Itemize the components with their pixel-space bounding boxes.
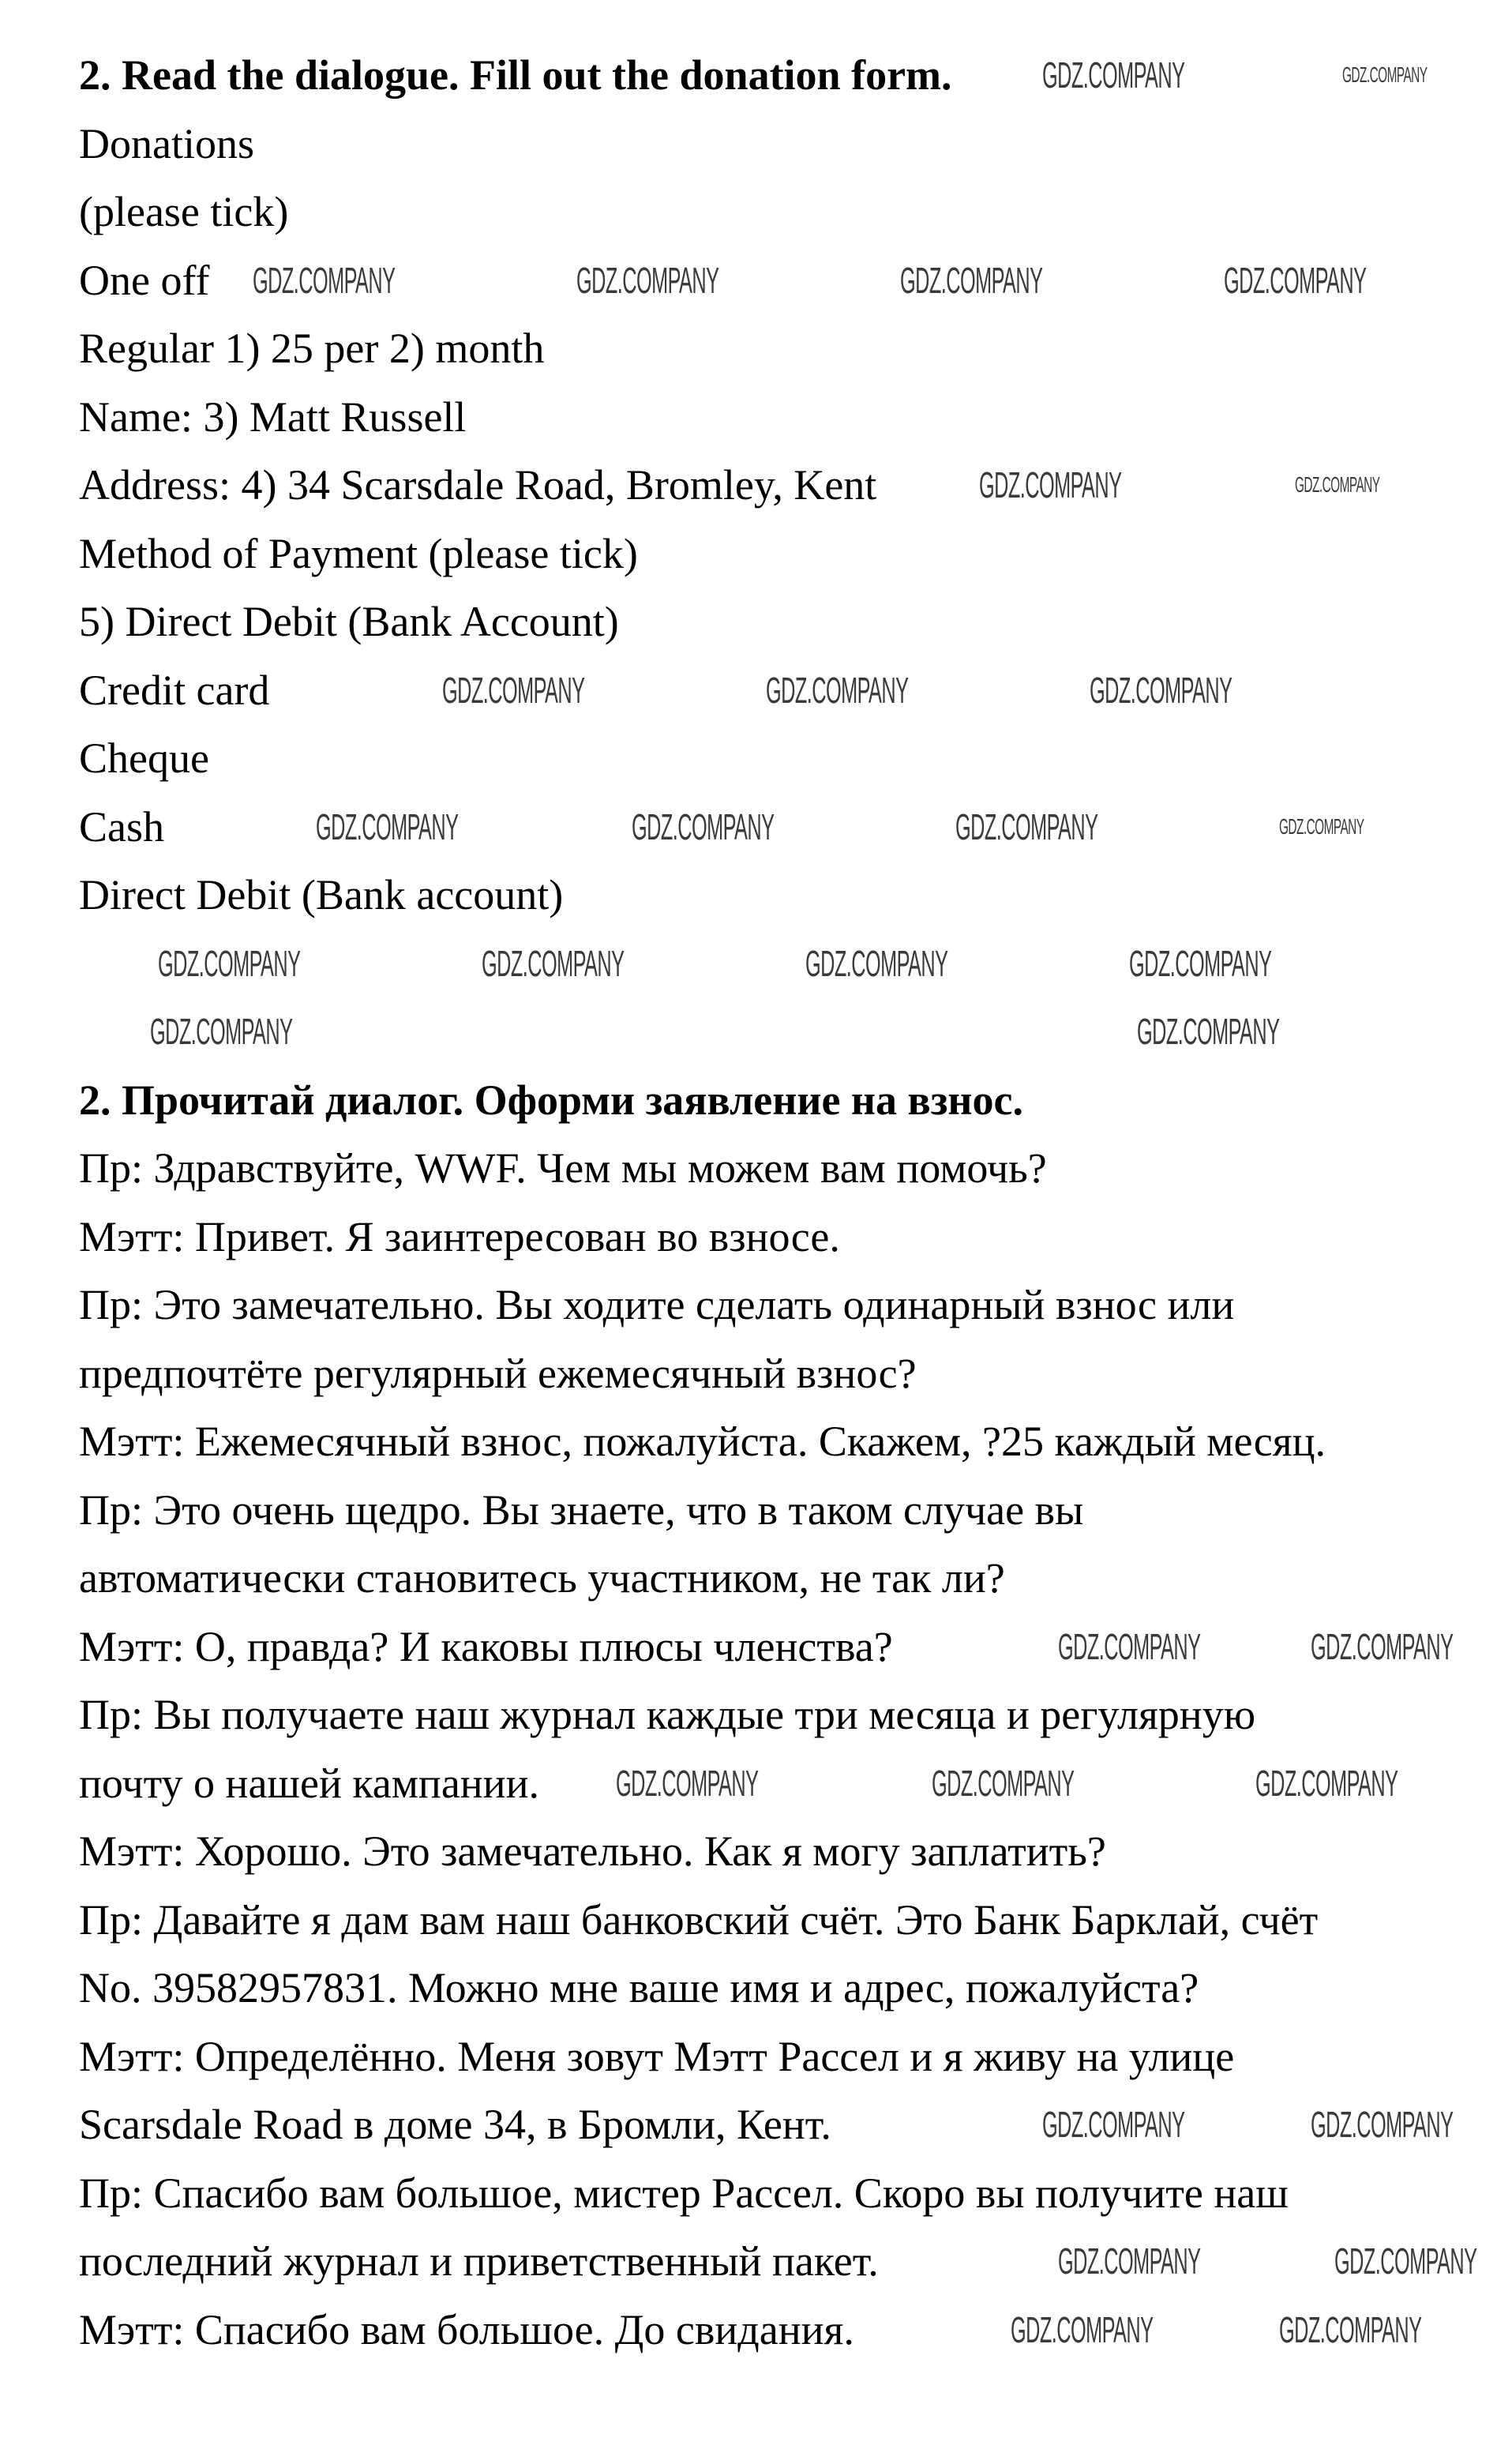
watermark: GDZ.COMPANY (1058, 2241, 1201, 2282)
dialogue-line: Мэтт: Хорошо. Это замечательно. Как я могу заплатить? (79, 1827, 1106, 1875)
watermark: GDZ.COMPANY (150, 1011, 293, 1052)
watermark: GDZ.COMPANY (482, 942, 625, 984)
dialogue-line: Мэтт: Определённо. Меня зовут Мэтт Рассел и я живу на улице (79, 2032, 1235, 2080)
form-line: 5) Direct Debit (Bank Account) (79, 598, 619, 645)
watermark: GDZ.COMPANY (253, 259, 396, 301)
watermark: GDZ.COMPANY (576, 259, 719, 301)
watermark: GDZ.COMPANY (1042, 54, 1185, 96)
watermark: GDZ.COMPANY (442, 669, 585, 711)
form-line: Regular 1) 25 per 2) month (79, 325, 545, 372)
form-line: Address: 4) 34 Scarsdale Road, Bromley, Kent (79, 461, 877, 509)
dialogue-line: Мэтт: Спасибо вам большое. До свидания. (79, 2305, 854, 2353)
watermark: GDZ.COMPANY (900, 259, 1043, 301)
form-line: Name: 3) Matt Russell (79, 393, 467, 441)
form-line: Direct Debit (Bank account) (79, 871, 564, 918)
dialogue-line: Пр: Спасибо вам большое, мистер Рассел. Скоро вы получите наш (79, 2169, 1289, 2217)
dialogue-line: Пр: Это очень щедро. Вы знаете, что в таком случае вы (79, 1486, 1084, 1534)
dialogue-line: почту о нашей кампании. (79, 1759, 539, 1807)
dialogue-line: No. 39582957831. Можно мне ваше имя и адрес, пожалуйста? (79, 1964, 1199, 2011)
watermark: GDZ.COMPANY (316, 806, 459, 847)
dialogue-line: Пр: Это замечательно. Вы ходите сделать одинарный взнос или (79, 1281, 1235, 1328)
watermark: GDZ.COMPANY (1279, 813, 1364, 839)
form-line: (please tick) (79, 188, 289, 235)
watermark: GDZ.COMPANY (766, 669, 909, 711)
watermark: GDZ.COMPANY (1311, 1625, 1454, 1667)
watermark: GDZ.COMPANY (1279, 2308, 1422, 2350)
watermark: GDZ.COMPANY (616, 1762, 759, 1804)
watermark: GDZ.COMPANY (1090, 669, 1232, 711)
form-line: Credit card (79, 666, 270, 714)
watermark: GDZ.COMPANY (1342, 62, 1428, 87)
watermark: GDZ.COMPANY (1224, 259, 1367, 301)
dialogue-line: Мэтт: О, правда? И каковы плюсы членства? (79, 1622, 893, 1670)
watermark: GDZ.COMPANY (1334, 2241, 1477, 2282)
dialogue-line: Мэтт: Ежемесячный взнос, пожалуйста. Скажем, ?25 каждый месяц. (79, 1418, 1326, 1465)
form-line: Method of Payment (please tick) (79, 529, 638, 577)
watermark: GDZ.COMPANY (1058, 1625, 1201, 1667)
dialogue-line: Мэтт: Привет. Я заинтересован во взносе. (79, 1212, 840, 1260)
form-line: Cheque (79, 734, 209, 782)
watermark: GDZ.COMPANY (1255, 1762, 1398, 1804)
dialogue-line: автоматически становитесь участником, не так ли? (79, 1554, 1005, 1602)
form-line: Cash (79, 802, 164, 851)
document (79, 41, 1469, 2364)
dialogue-line: предпочтёте регулярный ежемесячный взнос? (79, 1349, 917, 1397)
watermark: GDZ.COMPANY (1311, 2104, 1454, 2145)
watermark: GDZ.COMPANY (979, 464, 1122, 505)
dialogue-line: Пр: Здравствуйте, WWF. Чем мы можем вам помочь? (79, 1144, 1047, 1192)
russian-title: 2. Прочитай диалог. Оформи заявление на взнос. (79, 1076, 1023, 1124)
watermark: GDZ.COMPANY (805, 942, 948, 984)
watermark: GDZ.COMPANY (1295, 472, 1380, 497)
watermark: GDZ.COMPANY (632, 806, 775, 847)
watermark: GDZ.COMPANY (955, 806, 1098, 847)
watermark: GDZ.COMPANY (158, 942, 301, 984)
dialogue-line: Пр: Давайте я дам вам наш банковский счёт. Это Банк Барклай, счёт (79, 1895, 1319, 1944)
watermark: GDZ.COMPANY (1011, 2308, 1154, 2350)
watermark: GDZ.COMPANY (1042, 2104, 1185, 2145)
spacer (79, 930, 87, 998)
form-line: One off (79, 256, 210, 304)
watermark: GDZ.COMPANY (1129, 942, 1272, 984)
watermark: GDZ.COMPANY (1137, 1011, 1280, 1052)
english-title: 2. Read the dialogue. Fill out the donation form. (79, 51, 952, 99)
dialogue-line: Scarsdale Road в доме 34, в Бромли, Кент. (79, 2101, 831, 2148)
spacer (79, 997, 87, 1066)
form-line: Donations (79, 119, 254, 167)
dialogue-line: последний журнал и приветственный пакет. (79, 2237, 879, 2285)
watermark: GDZ.COMPANY (932, 1762, 1075, 1804)
dialogue-line: Пр: Вы получаете наш журнал каждые три месяца и регулярную (79, 1691, 1256, 1738)
